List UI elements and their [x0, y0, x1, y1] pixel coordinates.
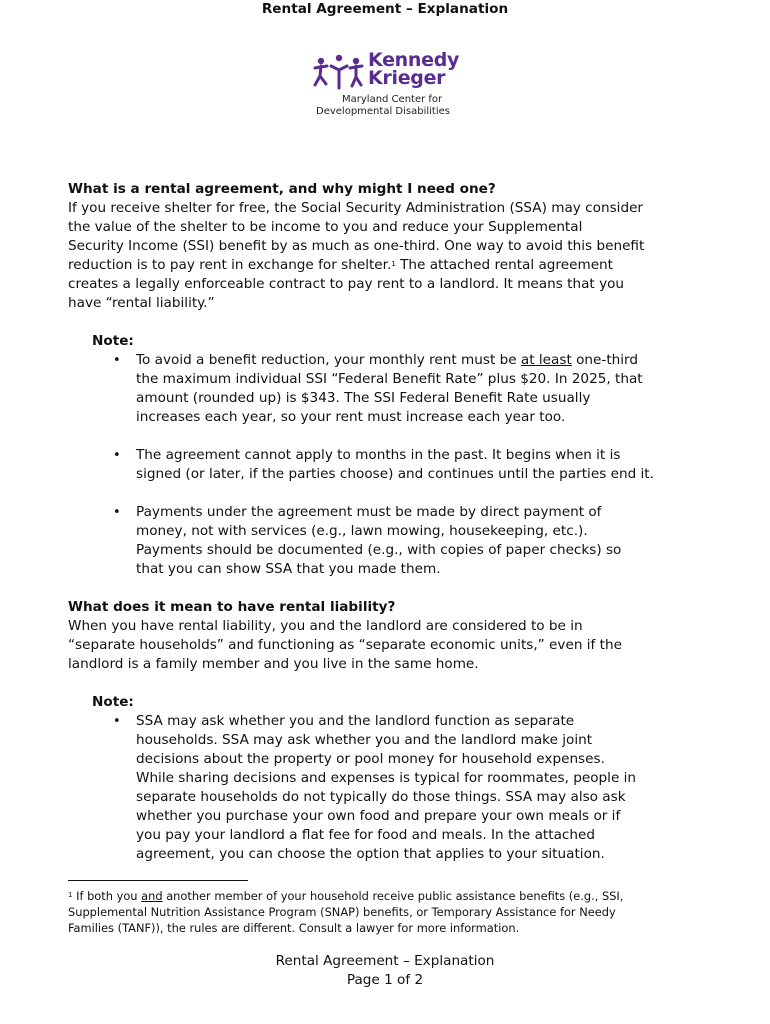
footer-page-number: Page 1 of 2 — [346, 972, 424, 988]
bullet-glyph: • — [113, 714, 121, 729]
paragraph-line: If you receive shelter for free, the Social Security Administration (SSA) may consider — [68, 200, 644, 216]
text-segment: one-third — [571, 352, 639, 368]
kennedy-krieger-figures-icon — [312, 54, 366, 92]
bullet-line: whether you purchase your own food and prepare your own meals or if — [136, 808, 621, 824]
paragraph-line — [68, 256, 613, 275]
document-title: Rental Agreement – Explanation — [261, 1, 509, 17]
bullet-glyph: • — [113, 505, 121, 520]
footnote-separator — [68, 880, 248, 881]
bullet-line: SSA may ask whether you and the landlord function as separate — [136, 713, 575, 729]
logo-subtitle-line2: Developmental Disabilities — [316, 106, 450, 117]
bullet-line: decisions about the property or pool money for household expenses. — [136, 751, 605, 767]
bullet-line: Payments under the agreement must be made by direct payment of — [136, 504, 602, 520]
bullet-line: The agreement cannot apply to months in the past. It begins when it is — [136, 447, 621, 463]
bullet-line: Payments should be documented (e.g., with copies of paper checks) so — [136, 542, 622, 558]
bullet-line: that you can show SSA that you made them. — [136, 561, 441, 577]
logo-name-krieger: Krieger — [368, 67, 446, 89]
bullet-line: you pay your landlord a flat fee for food and meals. In the attached — [136, 827, 595, 843]
bullet-line: separate households do not typically do those things. SSA may also ask — [136, 789, 626, 805]
footnote-number: 1 — [68, 891, 73, 899]
text-segment: another member of your household receive public assistance benefits (e.g., SSI, — [162, 889, 624, 903]
bullet-line: amount (rounded up) is $343. The SSI Federal Benefit Rate usually — [136, 390, 591, 406]
paragraph-line: creates a legally enforceable contract to pay rent to a landlord. It means that you — [68, 276, 625, 292]
emphasis-underline: and — [141, 889, 163, 903]
emphasis-underline: at least — [520, 352, 572, 368]
text-segment: The attached rental agreement — [395, 257, 613, 273]
bullet-line: agreement, you can choose the option that applies to your situation. — [136, 846, 605, 862]
paragraph-line: landlord is a family member and you live in the same home. — [68, 656, 479, 672]
bullet-line: money, not with services (e.g., lawn mowing, housekeeping, etc.). — [136, 523, 588, 539]
bullet-line: signed (or later, if the parties choose) and continues until the parties end it. — [136, 466, 654, 482]
logo-name-kennedy: Kennedy — [368, 49, 460, 71]
bullet-line: households. SSA may ask whether you and the landlord make joint — [136, 732, 593, 748]
footnote-line: Supplemental Nutrition Assistance Program (SNAP) benefits, or Temporary Assistance for Needy — [68, 905, 616, 919]
bullet-line: increases each year, so your rent must increase each year too. — [136, 409, 566, 425]
bullet-glyph: • — [113, 353, 121, 368]
text-segment: To avoid a benefit reduction, your monthly rent must be — [136, 352, 521, 368]
bullet-line: the maximum individual SSI “Federal Benefit Rate” plus $20. In 2025, that — [136, 371, 643, 387]
bullet-line — [136, 351, 638, 370]
section-heading: What does it mean to have rental liability? — [68, 599, 396, 615]
text-segment: reduction is to pay rent in exchange for shelter. — [68, 257, 392, 273]
note-label: Note: — [92, 694, 134, 710]
paragraph-line: When you have rental liability, you and the landlord are considered to be in — [68, 618, 583, 634]
note-label: Note: — [92, 333, 134, 349]
bullet-line: While sharing decisions and expenses is typical for roommates, people in — [136, 770, 637, 786]
footnote-reference: 1 — [391, 260, 396, 268]
text-segment: If both you — [72, 889, 142, 903]
bullet-glyph: • — [113, 448, 121, 463]
paragraph-line: Security Income (SSI) benefit by as much as one-third. One way to avoid this benefit — [68, 238, 645, 254]
paragraph-line: “separate households” and functioning as “separate economic units,” even if the — [68, 637, 622, 653]
footer-title: Rental Agreement – Explanation — [275, 953, 495, 969]
footnote-line — [68, 888, 623, 904]
logo-subtitle-line1: Maryland Center for — [342, 94, 443, 105]
kennedy-krieger-logo — [312, 50, 472, 120]
paragraph-line: have “rental liability.” — [68, 295, 215, 311]
section-heading: What is a rental agreement, and why might I need one? — [68, 181, 496, 197]
footnote-line: Families (TANF)), the rules are different. Consult a lawyer for more information. — [68, 921, 520, 935]
paragraph-line: the value of the shelter to be income to you and reduce your Supplemental — [68, 219, 583, 235]
